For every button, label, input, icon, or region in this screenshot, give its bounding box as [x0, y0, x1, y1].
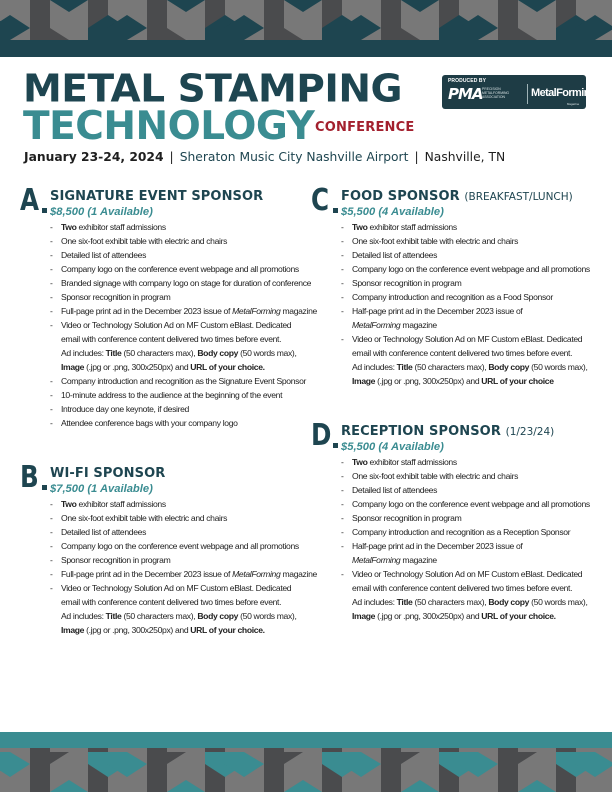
event-date: January 23-24, 2024	[24, 150, 164, 164]
benefit-line: - Video or Technology Solution Ad on MF Custom eBlast. Dedicated	[352, 569, 583, 579]
ad-image-label: Image	[352, 611, 376, 621]
benefit-continuation	[352, 553, 590, 567]
title-line-2: TECHNOLOGY	[23, 104, 315, 149]
ad-title-label: Title	[105, 348, 122, 358]
magazine-name: MetalForming	[232, 306, 281, 316]
benefit-text: Full-page print ad in the December 2023 issue of	[61, 569, 233, 579]
benefits-list	[341, 220, 590, 388]
benefit-text: One six-foot exhibit table with electric and chairs	[61, 513, 228, 523]
benefit-text: Company introduction and recognition as a Food Sponsor	[352, 292, 553, 302]
benefit-item	[50, 388, 317, 402]
section-letter: C	[311, 183, 330, 218]
benefit-text: Sponsor recognition in program	[61, 555, 171, 565]
benefit-item	[50, 511, 317, 525]
benefit-text: magazine	[280, 569, 317, 579]
pattern-tile	[147, 0, 167, 45]
ad-image-label: Image	[61, 362, 85, 372]
section-letter: D	[311, 418, 332, 453]
benefit-item	[341, 539, 590, 567]
benefit-item	[341, 234, 590, 248]
benefit-text: Company logo on the conference event webpage and all promotions	[352, 499, 590, 509]
benefit-text: Company logo on the conference event webpage and all promotions	[352, 264, 590, 274]
ad-body-label: Body copy	[488, 597, 530, 607]
benefit-text: Branded signage with company logo on stage for duration of conference	[61, 278, 312, 288]
pma-logo: PMA	[448, 85, 483, 103]
benefit-item	[341, 497, 590, 511]
ad-title-spec: (50 characters max),	[412, 597, 489, 607]
benefit-item	[341, 455, 590, 469]
benefit-line: - Video or Technology Solution Ad on MF Custom eBlast. Dedicated	[61, 320, 292, 330]
benefit-line: email with conference content delivered two times before event.	[61, 597, 282, 607]
benefit-text: exhibitor staff admissions	[76, 222, 166, 232]
benefit-item	[50, 276, 317, 290]
ad-image-spec: (.jpg or .png, 300x250px) and	[84, 625, 191, 635]
ad-body-label: Body copy	[488, 362, 530, 372]
top-pattern	[0, 0, 612, 57]
event-city: Nashville, TN	[424, 150, 506, 164]
magazine-name: MetalForming	[352, 320, 401, 330]
benefit-item	[341, 248, 590, 262]
logo-divider	[527, 84, 528, 104]
metalforming-subtitle: Magazine	[567, 102, 580, 106]
benefit-item	[341, 304, 590, 332]
benefit-item	[341, 469, 590, 483]
ad-url-label: URL of your choice.	[481, 611, 556, 621]
benefit-item	[341, 332, 590, 388]
benefit-text: Half-page print ad in the December 2023 issue of	[352, 306, 523, 316]
benefit-item	[50, 553, 317, 567]
top-pattern-band	[0, 0, 612, 57]
benefit-text: One six-foot exhibit table with electric and chairs	[61, 236, 228, 246]
pattern-tile	[498, 0, 518, 45]
benefit-item	[50, 539, 317, 553]
benefit-text: Introduce day one keynote, if desired	[61, 404, 189, 414]
ad-body-spec: (50 words max),	[529, 362, 588, 372]
section-title-text: SIGNATURE EVENT SPONSOR	[50, 189, 264, 204]
benefit-text: Full-page print ad in the December 2023 issue of	[61, 306, 233, 316]
benefit-bold: Two	[61, 222, 77, 232]
benefit-text: Detailed list of attendees	[352, 485, 438, 495]
ad-image-label: Image	[61, 625, 85, 635]
ad-body-spec: (50 words max),	[238, 611, 297, 621]
section-title-qualifier: (1/23/24)	[505, 426, 555, 438]
ad-body-label: Body copy	[197, 611, 239, 621]
ad-includes-label: Ad includes:	[61, 611, 106, 621]
section-letter-dot	[333, 208, 338, 213]
benefit-item	[50, 525, 317, 539]
ad-image-line	[352, 609, 590, 623]
ad-title-label: Title	[105, 611, 122, 621]
ad-body-spec: (50 words max),	[238, 348, 297, 358]
benefit-bold: Two	[352, 222, 368, 232]
benefit-line: - Video or Technology Solution Ad on MF Custom eBlast. Dedicated	[352, 334, 583, 344]
ad-url-label: URL of your choice.	[190, 362, 265, 372]
ad-url-label: URL of your choice.	[190, 625, 265, 635]
event-venue: Sheraton Music City Nashville Airport	[179, 150, 409, 164]
section-title-text: FOOD SPONSOR	[341, 189, 460, 204]
benefit-text: magazine	[280, 306, 317, 316]
benefit-line: - Video or Technology Solution Ad on MF Custom eBlast. Dedicated	[61, 583, 292, 593]
benefit-text: Company introduction and recognition as the Signature Event Sponsor	[61, 376, 307, 386]
pattern-tile	[30, 0, 50, 45]
ad-image-line	[352, 374, 590, 388]
bottom-pattern	[0, 732, 612, 792]
benefit-text: Sponsor recognition in program	[352, 278, 462, 288]
pattern-tile	[381, 747, 401, 792]
benefit-item	[50, 220, 317, 234]
pattern-tile	[147, 747, 167, 792]
pattern-tile	[381, 0, 401, 45]
benefit-text: magazine	[400, 555, 437, 565]
produced-by-label: PRODUCED BY	[448, 78, 487, 84]
benefit-item	[50, 497, 317, 511]
section-title	[50, 466, 165, 481]
benefit-item	[341, 262, 590, 276]
benefit-item	[50, 318, 317, 374]
benefit-text: Detailed list of attendees	[352, 250, 438, 260]
ad-image-spec: (.jpg or .png, 300x250px) and	[375, 376, 482, 386]
ad-title-spec: (50 characters max),	[121, 611, 198, 621]
pattern-tile	[498, 747, 518, 792]
benefit-item	[341, 525, 590, 539]
benefit-text: One six-foot exhibit table with electric and chairs	[352, 471, 519, 481]
benefit-item	[50, 581, 317, 637]
benefit-item	[50, 248, 317, 262]
benefit-text: exhibitor staff admissions	[76, 499, 166, 509]
benefit-item	[341, 511, 590, 525]
pattern-tile	[264, 0, 284, 45]
benefit-text: exhibitor staff admissions	[367, 222, 457, 232]
pattern-solid-strip	[0, 40, 612, 57]
benefit-text: Company logo on the conference event webpage and all promotions	[61, 264, 299, 274]
benefit-text: Attendee conference bags with your company logo	[61, 418, 238, 428]
section-price: $8,500 (1 Available)	[50, 206, 153, 218]
ad-image-spec: (.jpg or .png, 300x250px) and	[84, 362, 191, 372]
ad-includes-line	[352, 360, 590, 374]
section-letter-dot	[333, 443, 338, 448]
benefit-item	[50, 290, 317, 304]
section-letter: B	[20, 460, 39, 495]
ad-url-label: URL of your choice	[481, 376, 554, 386]
pattern-solid-strip	[0, 732, 612, 748]
benefits-list	[50, 497, 317, 637]
benefit-item	[50, 416, 317, 430]
benefit-text: Detailed list of attendees	[61, 527, 147, 537]
section-title-text: WI-FI SPONSOR	[50, 466, 166, 481]
section-title	[50, 189, 263, 204]
ad-title-label: Title	[396, 597, 413, 607]
magazine-name: MetalForming	[352, 555, 401, 565]
separator: |	[414, 150, 419, 164]
event-details	[24, 150, 505, 164]
benefit-text: Sponsor recognition in program	[61, 292, 171, 302]
benefit-line: email with conference content delivered two times before event.	[61, 334, 282, 344]
benefit-item	[341, 290, 590, 304]
title-conference: CONFERENCE	[315, 120, 415, 135]
benefit-item	[50, 567, 317, 581]
producer-logo-box	[442, 75, 596, 109]
benefit-item	[50, 262, 317, 276]
benefit-text: Sponsor recognition in program	[352, 513, 462, 523]
benefit-item	[50, 374, 317, 388]
section-title-text: RECEPTION SPONSOR	[341, 424, 501, 439]
ad-title-spec: (50 characters max),	[121, 348, 198, 358]
benefit-item	[341, 483, 590, 497]
pattern-tile	[264, 747, 284, 792]
section-letter-dot	[42, 208, 47, 213]
benefit-item	[50, 234, 317, 248]
benefit-text: One six-foot exhibit table with electric and chairs	[352, 236, 519, 246]
ad-includes-line	[352, 595, 590, 609]
benefit-line: email with conference content delivered two times before event.	[352, 583, 573, 593]
section-price: $7,500 (1 Available)	[50, 483, 153, 495]
benefit-item	[341, 276, 590, 290]
benefit-item	[50, 402, 317, 416]
ad-includes-line	[61, 609, 317, 623]
benefit-item	[341, 220, 590, 234]
separator: |	[169, 150, 174, 164]
ad-image-line	[61, 623, 317, 637]
section-price: $5,500 (4 Available)	[341, 441, 444, 453]
benefit-text: 10-minute address to the audience at the beginning of the event	[61, 390, 283, 400]
ad-body-label: Body copy	[197, 348, 239, 358]
ad-image-line	[61, 360, 317, 374]
benefit-bold: Two	[61, 499, 77, 509]
bottom-pattern-band	[0, 732, 612, 792]
magazine-name: MetalForming	[232, 569, 281, 579]
benefits-list	[50, 220, 317, 430]
ad-title-spec: (50 characters max),	[412, 362, 489, 372]
metalforming-logo: MetalForming	[531, 87, 596, 99]
benefit-item	[50, 304, 317, 318]
pattern-tile	[30, 747, 50, 792]
section-title	[341, 189, 573, 204]
benefits-list	[341, 455, 590, 623]
benefit-continuation	[352, 318, 590, 332]
section-price: $5,500 (4 Available)	[341, 206, 444, 218]
section-title	[341, 424, 554, 439]
benefit-line: email with conference content delivered two times before event.	[352, 348, 573, 358]
section-letter: A	[20, 183, 40, 218]
section-letter-dot	[42, 485, 47, 490]
title-line-1: METAL STAMPING	[23, 67, 403, 112]
ad-title-label: Title	[396, 362, 413, 372]
ad-image-spec: (.jpg or .png, 300x250px) and	[375, 611, 482, 621]
benefit-text: magazine	[400, 320, 437, 330]
ad-includes-label: Ad includes:	[352, 362, 397, 372]
ad-image-label: Image	[352, 376, 376, 386]
benefit-text: Company logo on the conference event webpage and all promotions	[61, 541, 299, 551]
benefit-text: exhibitor staff admissions	[367, 457, 457, 467]
ad-includes-label: Ad includes:	[352, 597, 397, 607]
ad-includes-line	[61, 346, 317, 360]
ad-body-spec: (50 words max),	[529, 597, 588, 607]
section-title-qualifier: (BREAKFAST/LUNCH)	[464, 191, 573, 203]
benefit-text: Detailed list of attendees	[61, 250, 147, 260]
benefit-item	[341, 567, 590, 623]
benefit-bold: Two	[352, 457, 368, 467]
ad-includes-label: Ad includes:	[61, 348, 106, 358]
pma-full-name: PRECISION METALFORMING ASSOCIATION	[482, 87, 510, 99]
benefit-text: Half-page print ad in the December 2023 issue of	[352, 541, 523, 551]
benefit-text: Company introduction and recognition as a Reception Sponsor	[352, 527, 571, 537]
